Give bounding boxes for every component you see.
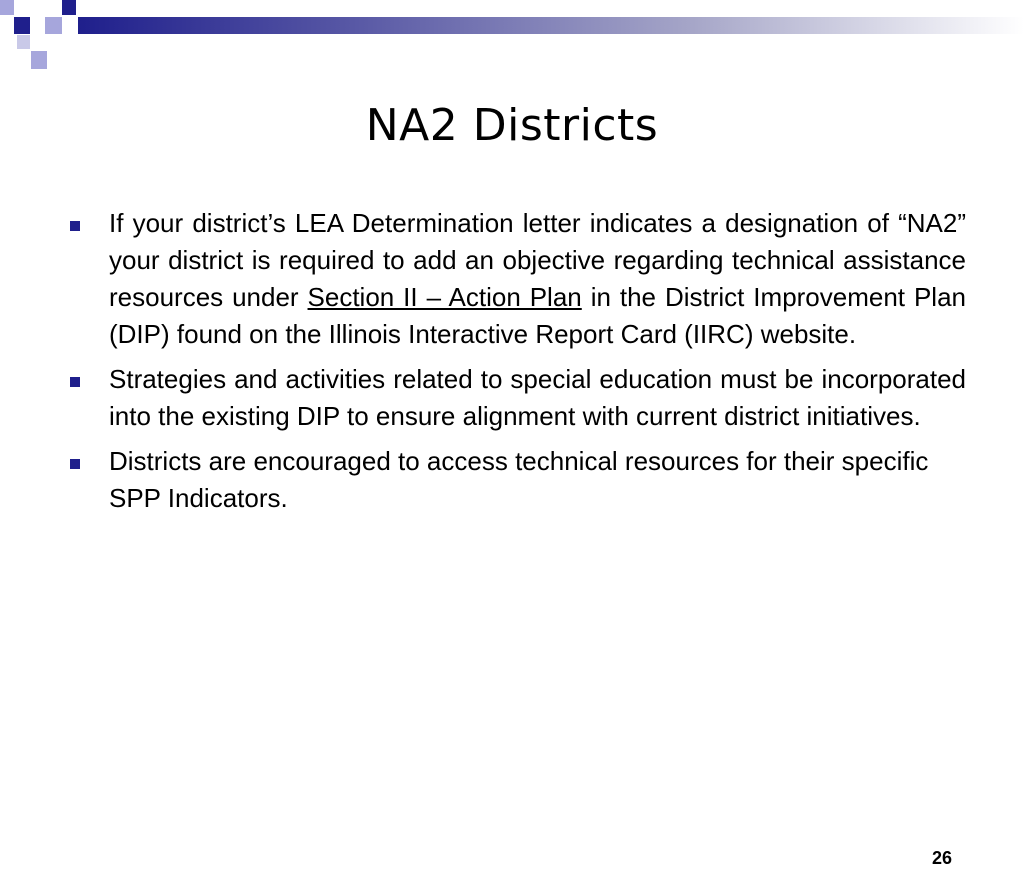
slide-title: NA2 Districts bbox=[365, 100, 659, 151]
bullet-item-2 bbox=[68, 361, 966, 435]
decor-square bbox=[17, 35, 30, 49]
decor-square bbox=[45, 17, 62, 34]
decor-square bbox=[14, 17, 30, 34]
page-number: 26 bbox=[931, 848, 953, 868]
decor-square bbox=[0, 0, 14, 15]
bullet-list bbox=[68, 205, 966, 525]
decor-square bbox=[31, 51, 47, 69]
decor-square bbox=[62, 0, 76, 15]
bullet-3-text: Districts are encouraged to access technical resources for their specific SPP Indicators. bbox=[109, 446, 929, 513]
header-gradient-bar bbox=[78, 17, 1024, 34]
bullet-1-text-after: in the District Improvement Plan (DIP) found on the Illinois Interactive Report Card (IIRC) website. bbox=[109, 282, 967, 349]
section-ii-action-plan-link: Section II – Action Plan bbox=[307, 282, 582, 312]
square-bullet-icon bbox=[70, 459, 80, 469]
header-decoration bbox=[0, 0, 1024, 80]
bullet-item-3 bbox=[68, 443, 966, 517]
bullet-item-1 bbox=[68, 205, 966, 353]
bullet-2-text: Strategies and activities related to special education must be incorporated into the existing DIP to ensure alignment with current district initiatives. bbox=[109, 364, 966, 431]
bullet-1-text-before: If your district’s LEA Determination letter indicates a designation of “NA2” your district is required to add an objective regarding technical assistance resources under bbox=[109, 208, 966, 312]
square-bullet-icon bbox=[70, 221, 80, 231]
square-bullet-icon bbox=[70, 377, 80, 387]
